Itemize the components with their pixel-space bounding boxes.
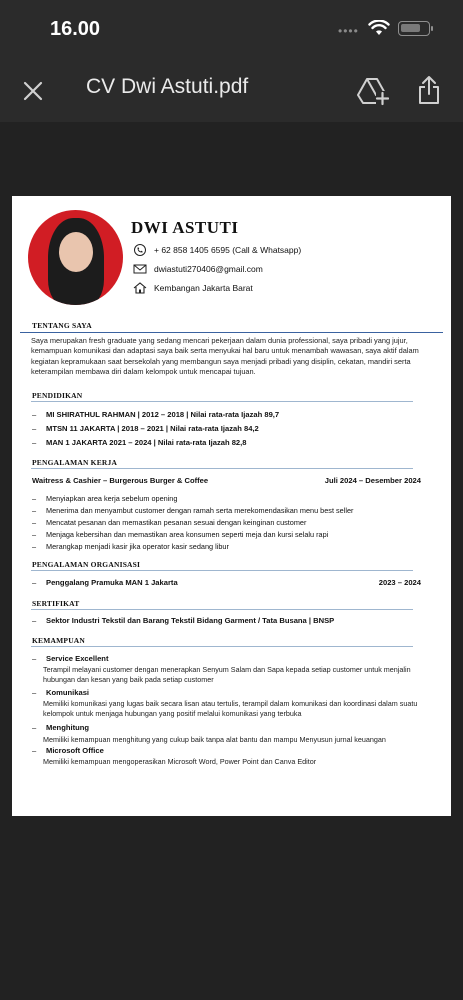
- photo-face: [59, 232, 93, 272]
- divider: [31, 401, 413, 402]
- organization-item: – Penggalang Pramuka MAN 1 Jakarta: [32, 578, 178, 587]
- skill-name: Menghitung: [46, 723, 90, 732]
- education-item-text: MI SHIRATHUL RAHMAN | 2012 – 2018 | Nilai rata-rata Ijazah 89,7: [46, 410, 280, 419]
- work-task: – Mencatat pesanan dan memastikan pesanan sesuai dengan keinginan customer: [32, 518, 307, 527]
- phone-icon: [133, 244, 147, 256]
- email-text: dwiastuti270406@gmail.com: [154, 264, 263, 274]
- add-to-drive-icon[interactable]: [357, 76, 389, 106]
- divider: [31, 609, 413, 610]
- skill-desc: Memiliki kemampuan menghitung yang cukup baik tanpa alat bantu dan mampu Menyusun jurnal keuangan: [43, 735, 386, 744]
- skill-item: – Service Excellent: [32, 654, 109, 663]
- viewer-toolbar: [0, 58, 463, 122]
- skill-item: – Microsoft Office: [32, 746, 104, 755]
- close-icon[interactable]: [20, 78, 46, 104]
- status-bar: [0, 0, 463, 58]
- work-task: – Menerima dan menyambut customer dengan ramah serta merekomendasikan menu best seller: [32, 506, 354, 515]
- work-task-text: Menerima dan menyambut customer dengan ramah serta merekomendasikan menu best seller: [46, 506, 354, 515]
- skill-item: – Menghitung: [32, 723, 90, 732]
- education-item: – MTSN 11 JAKARTA | 2018 – 2021 | Nilai rata-rata Ijazah 84,2: [32, 424, 259, 433]
- section-title-certificate: SERTIFIKAT: [32, 599, 80, 608]
- skill-item: – Komunikasi: [32, 688, 90, 697]
- wifi-icon: [368, 20, 390, 36]
- section-title-skills: KEMAMPUAN: [32, 636, 86, 645]
- work-period: Juli 2024 – Desember 2024: [324, 476, 421, 485]
- education-item: – MI SHIRATHUL RAHMAN | 2012 – 2018 | Nilai rata-rata Ijazah 89,7: [32, 410, 280, 419]
- contact-email: [133, 263, 263, 275]
- work-task-text: Merangkap menjadi kasir jika operator kasir sedang libur: [46, 542, 229, 551]
- section-title-education: PENDIDIKAN: [32, 391, 83, 400]
- email-icon: [133, 263, 147, 275]
- work-task: – Menyiapkan area kerja sebelum opening: [32, 494, 178, 503]
- skill-desc: Memiliki komunikasi yang lugas baik secara lisan atau tertulis, terampil dalam komunikasi dan koordinasi dalam suatu kelompok untuk menjaga hubungan yang positif melalui komunikasi yang terbuka: [43, 699, 418, 718]
- divider: [20, 332, 443, 333]
- signal-dots: ••••: [338, 24, 359, 38]
- work-task-text: Menjaga kebersihan dan memastikan area konsumen seperti meja dan kursi selalu rapi: [46, 530, 329, 539]
- certificate-item-text: Sektor Industri Tekstil dan Barang Tekstil Bidang Garment / Tata Busana | BNSP: [46, 616, 335, 625]
- pdf-page: [12, 196, 451, 816]
- battery-icon: [398, 21, 430, 36]
- skill-desc: Memiliki kemampuan mengoperasikan Microsoft Word, Power Point dan Canva Editor: [43, 757, 317, 766]
- work-task-text: Mencatat pesanan dan memastikan pesanan sesuai dengan keinginan customer: [46, 518, 307, 527]
- share-icon[interactable]: [417, 75, 441, 105]
- section-title-organization: PENGALAMAN ORGANISASI: [32, 560, 141, 569]
- section-title-work: PENGALAMAN KERJA: [32, 458, 118, 467]
- divider: [31, 468, 413, 469]
- education-item-text: MTSN 11 JAKARTA | 2018 – 2021 | Nilai rata-rata Ijazah 84,2: [46, 424, 259, 433]
- contact-phone: [133, 244, 301, 256]
- organization-period: 2023 – 2024: [378, 578, 421, 587]
- about-text: Saya merupakan fresh graduate yang sedang mencari pekerjaan dalam dunia professional, saya pribadi yang jujur, kemampuan komunikasi dan adaptasi saya baik serta menyukai hal baru untuk menambah wawasan, saya aktif dalam kegiatan kepramukaan saat bersekolah yang membangun saya menjadi pribadi yang disiplin, cekatan, mandiri serta keterampilan membawa diri dalam kelompok untuk mencapai tujuan.: [31, 336, 419, 376]
- profile-photo: [28, 210, 123, 305]
- work-task: – Menjaga kebersihan dan memastikan area konsumen seperti meja dan kursi selalu rapi: [32, 530, 329, 539]
- skill-name: Komunikasi: [46, 688, 90, 697]
- skill-desc: Terampil melayani customer dengan menerapkan Senyum Salam dan Sapa kepada setiap customer untuk menjalin hubungan dan kesan yang baik pada setiap customer: [43, 665, 411, 684]
- work-task: – Merangkap menjadi kasir jika operator kasir sedang libur: [32, 542, 229, 551]
- phone-text: + 62 858 1405 6595 (Call & Whatsapp): [154, 245, 302, 255]
- contact-address: [133, 282, 253, 294]
- divider: [31, 646, 413, 647]
- battery-level: [401, 24, 420, 32]
- divider: [31, 570, 413, 571]
- education-item-text: MAN 1 JAKARTA 2021 – 2024 | Nilai rata-rata Ijazah 82,8: [46, 438, 247, 447]
- document-title: CV Dwi Astuti.pdf: [86, 75, 249, 98]
- cv-name: DWI ASTUTI: [131, 218, 239, 237]
- skill-name: Microsoft Office: [46, 746, 104, 755]
- skill-name: Service Excellent: [46, 654, 109, 663]
- status-time: 16.00: [50, 18, 101, 40]
- address-text: Kembangan Jakarta Barat: [154, 283, 253, 293]
- home-icon: [133, 282, 147, 294]
- certificate-item: – Sektor Industri Tekstil dan Barang Tekstil Bidang Garment / Tata Busana | BNSP: [32, 616, 335, 625]
- section-title-about: TENTANG SAYA: [32, 321, 92, 330]
- organization-item-text: Penggalang Pramuka MAN 1 Jakarta: [46, 578, 178, 587]
- education-item: – MAN 1 JAKARTA 2021 – 2024 | Nilai rata-rata Ijazah 82,8: [32, 438, 247, 447]
- work-position: Waitress & Cashier – Burgerous Burger & Coffee: [32, 476, 209, 485]
- work-task-text: Menyiapkan area kerja sebelum opening: [46, 494, 178, 503]
